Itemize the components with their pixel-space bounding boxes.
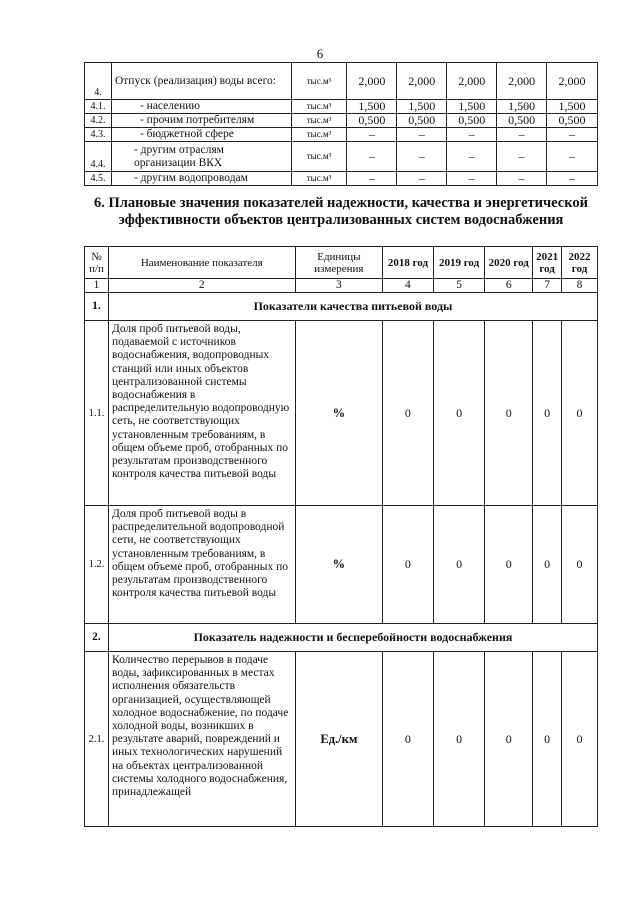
row-unit: %: [295, 321, 382, 506]
row-value: 0: [485, 652, 533, 827]
section-row: [85, 624, 598, 652]
row-value: 0: [485, 506, 533, 624]
row-number: 1.2.: [85, 506, 109, 624]
column-number: 8: [562, 279, 598, 293]
row-name: - другим водопроводам: [111, 172, 291, 186]
row-value: 0: [433, 506, 485, 624]
header-name: Наименование показателя: [108, 247, 295, 279]
row-value: 0: [383, 652, 434, 827]
row-name: - прочим потребителям: [111, 114, 291, 128]
row-unit: %: [295, 506, 382, 624]
row-value: 0: [533, 652, 562, 827]
row-value: 2,000: [397, 63, 447, 100]
row-value: 2,000: [547, 63, 598, 100]
water-release-table: [84, 62, 598, 186]
row-value: –: [397, 142, 447, 172]
row-value: –: [547, 142, 598, 172]
row-value: –: [497, 142, 547, 172]
row-number: 4.: [85, 63, 112, 100]
row-value: –: [447, 128, 497, 142]
row-value: 0,500: [497, 114, 547, 128]
header-unit: Единицы измерения: [295, 247, 382, 279]
row-unit: тыс.м³: [291, 172, 347, 186]
table-row: [85, 114, 598, 128]
indicators-table: [84, 246, 598, 827]
table-row: [85, 142, 598, 172]
column-number-row: [85, 279, 598, 293]
page-number: 6: [316, 46, 324, 61]
row-number: 4.4.: [85, 142, 112, 172]
row-value: 0: [433, 321, 485, 506]
row-unit: тыс.м³: [291, 63, 347, 100]
row-value: 1,500: [397, 100, 447, 114]
row-value: 0,500: [347, 114, 397, 128]
section-title: Показатель надежности и бесперебойности водоснабжения: [108, 624, 597, 652]
row-value: 0: [485, 321, 533, 506]
row-value: –: [347, 172, 397, 186]
row-value: 0: [562, 321, 598, 506]
row-name: Доля проб питьевой воды в распределительной водопроводной сети, не соответствующих установленным требованиям, в общем объеме проб, отобранных по результатам производственного контроля качества питьевой воды: [108, 506, 295, 624]
column-number: 3: [295, 279, 382, 293]
section-number: 1.: [85, 293, 109, 321]
row-unit: тыс.м³: [291, 100, 347, 114]
row-value: 0: [562, 652, 598, 827]
row-value: 1,500: [497, 100, 547, 114]
section-title: Показатели качества питьевой воды: [108, 293, 597, 321]
row-value: –: [397, 128, 447, 142]
row-unit: Ед./км: [295, 652, 382, 827]
row-value: 0: [383, 321, 434, 506]
row-value: 0: [433, 652, 485, 827]
table-row: [85, 652, 598, 827]
section-row: [85, 293, 598, 321]
section-number: 2.: [85, 624, 109, 652]
row-number: 4.3.: [85, 128, 112, 142]
row-value: 0: [533, 321, 562, 506]
row-value: 2,000: [347, 63, 397, 100]
row-value: 0,500: [547, 114, 598, 128]
row-unit: тыс.м³: [291, 128, 347, 142]
row-number: 4.5.: [85, 172, 112, 186]
row-value: –: [397, 172, 447, 186]
header-year: 2022 год: [562, 247, 598, 279]
row-value: 0: [383, 506, 434, 624]
row-value: 1,500: [547, 100, 598, 114]
row-value: 1,500: [347, 100, 397, 114]
row-name: - другим отраслям организации ВКХ: [111, 142, 291, 172]
table-row: [85, 321, 598, 506]
row-unit: тыс.м³: [291, 114, 347, 128]
column-number: 5: [433, 279, 485, 293]
header-year: 2019 год: [433, 247, 485, 279]
row-value: –: [547, 128, 598, 142]
column-number: 4: [383, 279, 434, 293]
header-num: № п/п: [85, 247, 109, 279]
row-number: 4.1.: [85, 100, 112, 114]
table-row: [85, 506, 598, 624]
row-name: - бюджетной сфере: [111, 128, 291, 142]
row-name: - населению: [111, 100, 291, 114]
row-value: 2,000: [447, 63, 497, 100]
row-name: Количество перерывов в подаче воды, зафиксированных в местах исполнения обязательств организацией, осуществляющей холодное водоснабжение, по подаче холодной воды, возникших в результате аварий, повреждений и иных технологических нарушений на объектах централизованной системы холодного водоснабжения, принадлежащей: [108, 652, 295, 827]
row-value: –: [497, 172, 547, 186]
row-value: 0: [533, 506, 562, 624]
row-value: 2,000: [497, 63, 547, 100]
header-year: 2020 год: [485, 247, 533, 279]
row-name: Доля проб питьевой воды, подаваемой с источников водоснабжения, водопроводных станций или иных объектов централизованной системы водоснабжения в распределительную водопроводную сеть, не соответствующих установленным требованиям, в общем объеме проб, отобранных по результатам производственного контроля качества питьевой воды: [108, 321, 295, 506]
row-number: 1.1.: [85, 321, 109, 506]
table-header-row: [85, 247, 598, 279]
row-value: –: [347, 142, 397, 172]
table-row: [85, 128, 598, 142]
column-number: 7: [533, 279, 562, 293]
row-number: 4.2.: [85, 114, 112, 128]
column-number: 2: [108, 279, 295, 293]
row-value: –: [447, 142, 497, 172]
header-year: 2021 год: [533, 247, 562, 279]
row-value: –: [447, 172, 497, 186]
table-row: [85, 100, 598, 114]
row-unit: тыс.м³: [291, 142, 347, 172]
row-name: Отпуск (реализация) воды всего:: [111, 63, 291, 100]
table-row: [85, 63, 598, 100]
section-heading: 6. Плановые значения показателей надежности, качества и энергетической эффективности объектов централизованных систем водоснабжения: [94, 195, 588, 228]
row-value: –: [547, 172, 598, 186]
row-value: 0,500: [447, 114, 497, 128]
row-number: 2.1.: [85, 652, 109, 827]
row-value: 0: [562, 506, 598, 624]
column-number: 1: [85, 279, 109, 293]
row-value: –: [497, 128, 547, 142]
row-value: 0,500: [397, 114, 447, 128]
column-number: 6: [485, 279, 533, 293]
header-year: 2018 год: [383, 247, 434, 279]
row-value: –: [347, 128, 397, 142]
table-row: [85, 172, 598, 186]
row-value: 1,500: [447, 100, 497, 114]
